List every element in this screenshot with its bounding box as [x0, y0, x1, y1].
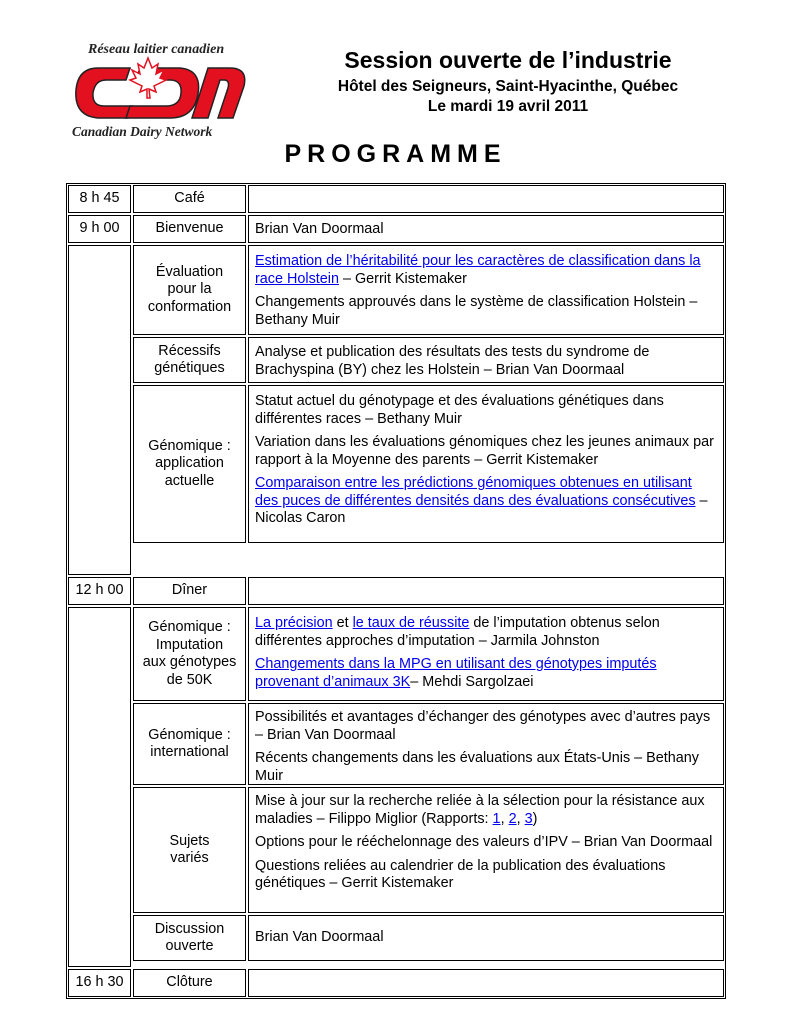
time-cell: 8 h 45 [68, 185, 131, 213]
precision-link[interactable]: La précision [255, 615, 333, 631]
report-2-link[interactable]: 2 [508, 810, 517, 827]
table-row [67, 968, 725, 998]
session-cell: Discussion ouverte [133, 915, 246, 961]
table-row [67, 184, 725, 214]
session-cell: Évaluation pour la conformation [133, 245, 246, 335]
session-cell: Clôture [133, 969, 246, 997]
logo-top-text: Réseau laitier canadien [88, 42, 225, 57]
cdn-logo [68, 38, 258, 144]
mpg-changes-link[interactable]: Changements dans la MPG en utilisant des génotypes imputés provenant d’animaux 3K [255, 656, 657, 690]
description-cell: Statut actuel du génotypage et des évaluations génétiques dans différentes races – Bethany Muir Variation dans les évaluations génomiques chez les jeunes animaux par rapport à la Moyenne des parents – Gerrit Kistemaker Comparaison entre les prédictions génomiques obtenues en utilisant des puces de différentes densités dans des évaluations consécutives – Nicolas Caron [248, 385, 724, 543]
description-cell [248, 969, 724, 997]
session-cell: Génomique : Imputation aux génotypes de 50K [133, 607, 246, 701]
table-row [67, 576, 725, 606]
header-text [300, 46, 716, 116]
table-row-group [67, 244, 725, 576]
description-cell: Brian Van Doormaal [248, 215, 724, 243]
event-date: Le mardi 19 avril 2011 [427, 98, 589, 115]
table-row [67, 214, 725, 244]
description-cell: Brian Van Doormaal [248, 915, 724, 961]
report-3-link[interactable]: 3 [524, 810, 533, 827]
description-cell: Estimation de l’héritabilité pour les caractères de classification dans la race Holstein – Gerrit Kistemaker Changements approuvés dans le système de classification Holstein – Bethany Muir [248, 245, 724, 335]
description-cell: Analyse et publication des résultats des tests du syndrome de Brachyspina (BY) chez les Holstein – Brian Van Doormaal [248, 337, 724, 383]
page-title: Session ouverte de l’industrie [344, 47, 672, 73]
success-rate-link[interactable]: le taux de réussite [352, 615, 470, 631]
session-cell: Dîner [133, 577, 246, 605]
venue: Hôtel des Seigneurs, Saint-Hyacinthe, Québec [337, 78, 679, 95]
session-cell: Bienvenue [133, 215, 246, 243]
time-cell: 9 h 00 [68, 215, 131, 243]
description-cell [248, 577, 724, 605]
session-cell: Sujets variés [133, 787, 246, 913]
session-cell: Génomique : international [133, 703, 246, 785]
genomic-comparison-link[interactable]: Comparaison entre les prédictions génomiques obtenues en utilisant des puces de différentes densités dans des évaluations consécutives [255, 475, 696, 509]
report-1-link[interactable]: 1 [492, 810, 501, 827]
session-cell: Café [133, 185, 246, 213]
session-cell: Génomique : application actuelle [133, 385, 246, 543]
logo-bottom-text: Canadian Dairy Network [72, 124, 213, 139]
description-cell: Possibilités et avantages d’échanger des génotypes avec d’autres pays – Brian Van Doormaal Récents changements dans les évaluations aux États-Unis – Bethany Muir [248, 703, 724, 785]
schedule-table [66, 183, 726, 999]
session-cell: Récessifs génétiques [133, 337, 246, 383]
time-cell: 12 h 00 [68, 577, 131, 605]
heritability-link[interactable]: Estimation de l’héritabilité pour les caractères de classification dans la race Holstein [255, 253, 701, 287]
time-cell: 16 h 30 [68, 969, 131, 997]
table-row-group [67, 606, 725, 968]
description-cell: La précision et le taux de réussite de l’imputation obtenus selon différentes approches d’imputation – Jarmila Johnston Changements dans la MPG en utilisant des génotypes imputés provenant d’animaux 3K– Mehdi Sargolzaei [248, 607, 724, 701]
description-cell [248, 185, 724, 213]
time-cell [68, 607, 131, 967]
time-cell [68, 245, 131, 575]
description-cell: Mise à jour sur la recherche reliée à la sélection pour la résistance aux maladies – Filippo Miglior (Rapports: 1, 2, 3) Options pour le rééchelonnage des valeurs d’IPV – Brian Van Doormaal Questions reliées au calendrier de la publication des évaluations génétiques – Gerrit Kistemaker [248, 787, 724, 913]
programme-heading: PROGRAMME [284, 140, 507, 168]
